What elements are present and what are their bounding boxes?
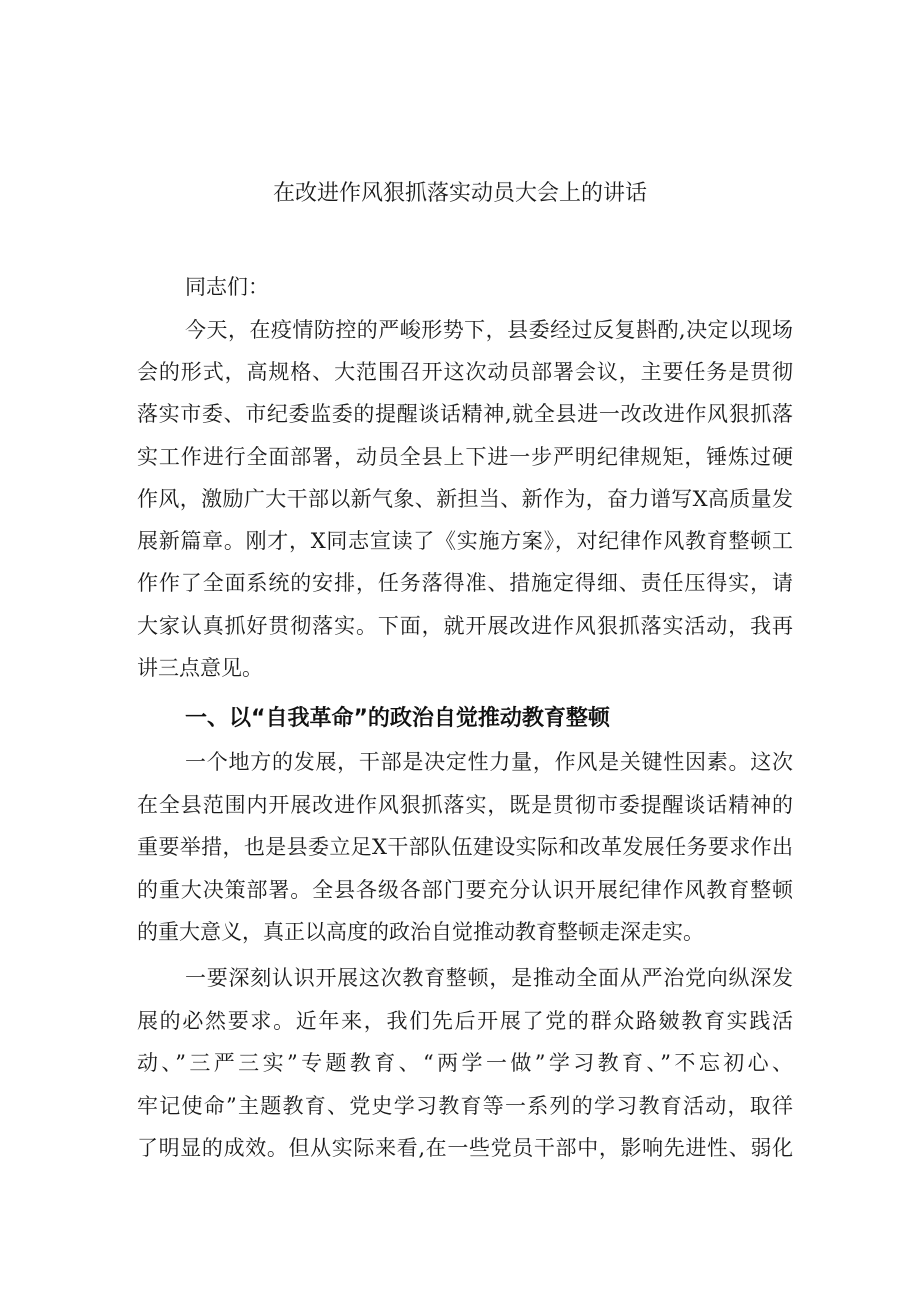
section-heading: 一、以“自我革命”的政治自觉推动教育整顿 — [185, 706, 610, 731]
paragraph-line: 今天，在疫情防控的严峻形势下，县委经过反复斟酌,决定以现场 — [185, 318, 793, 342]
paragraph-line: 动、”三严三实”专题教育、“两学一做”学习教育、”不忘初心、 — [137, 1051, 793, 1075]
paragraph-line: 的重大决策部署。全县各级各部门要充分认识开展纪律作风教育整顿 — [137, 878, 793, 902]
paragraph-line: 落实市委、市纪委监委的提醒谈话精神,就全县进一改改进作风狠抓落 — [137, 402, 793, 426]
paragraph-line: 讲三点意见。 — [137, 656, 263, 680]
paragraph-line: 在全县范围内开展改进作风狠抓落实，既是贯彻市委提醒谈话精神的 — [137, 793, 793, 817]
salutation: 同志们： — [185, 275, 269, 299]
paragraph-line: 大家认真抓好贯彻落实。下面，就开展改进作风狠抓落实活动，我再 — [137, 614, 793, 638]
paragraph-line: 一要深刻认识开展这次教育整顿，是推动全面从严治党向纵深发 — [185, 966, 793, 990]
paragraph-line: 的重大意义，真正以高度的政治自觉推动教育整顿走深走实。 — [137, 920, 704, 944]
document-title: 在改进作风狠抓落实动员大会上的讲话 — [272, 181, 647, 206]
paragraph-line: 展的必然要求。近年来，我们先后开展了党的群众路皴教育实践活 — [137, 1009, 793, 1033]
paragraph-line: 一个地方的发展，干部是决定性力量，作风是关键性因素。这次 — [185, 750, 793, 774]
paragraph-line: 实工作进行全面部署，动员全县上下进一步严明纪律规矩，锤炼过硬 — [137, 445, 793, 469]
paragraph-line: 牢记使命”主题教育、党史学习教育等一系列的学习教育活动，取徉 — [137, 1094, 793, 1118]
paragraph-line: 重要举措，也是县委立足X干部队伍建设实际和改革发展任务要求作出 — [137, 835, 793, 859]
paragraph-line: 作风，激励广大干部以新气象、新担当、新作为，奋力谱写X高质量发 — [137, 487, 793, 511]
paragraph-line: 作作了全面系统的安排，任务落得准、措施定得细、责任压得实，请 — [137, 571, 793, 595]
paragraph-line: 会的形式，高规格、大范围召开这次动员部署会议，主要任务是贯彻 — [137, 360, 793, 384]
paragraph-line: 展新篇章。刚才，X同志宣读了《实施方案》，对纪律作风教育整顿工 — [137, 529, 793, 553]
paragraph-line: 了明显的成效。但从实际来看,在一些党员干部中，影响先进性、弱化 — [137, 1136, 793, 1160]
